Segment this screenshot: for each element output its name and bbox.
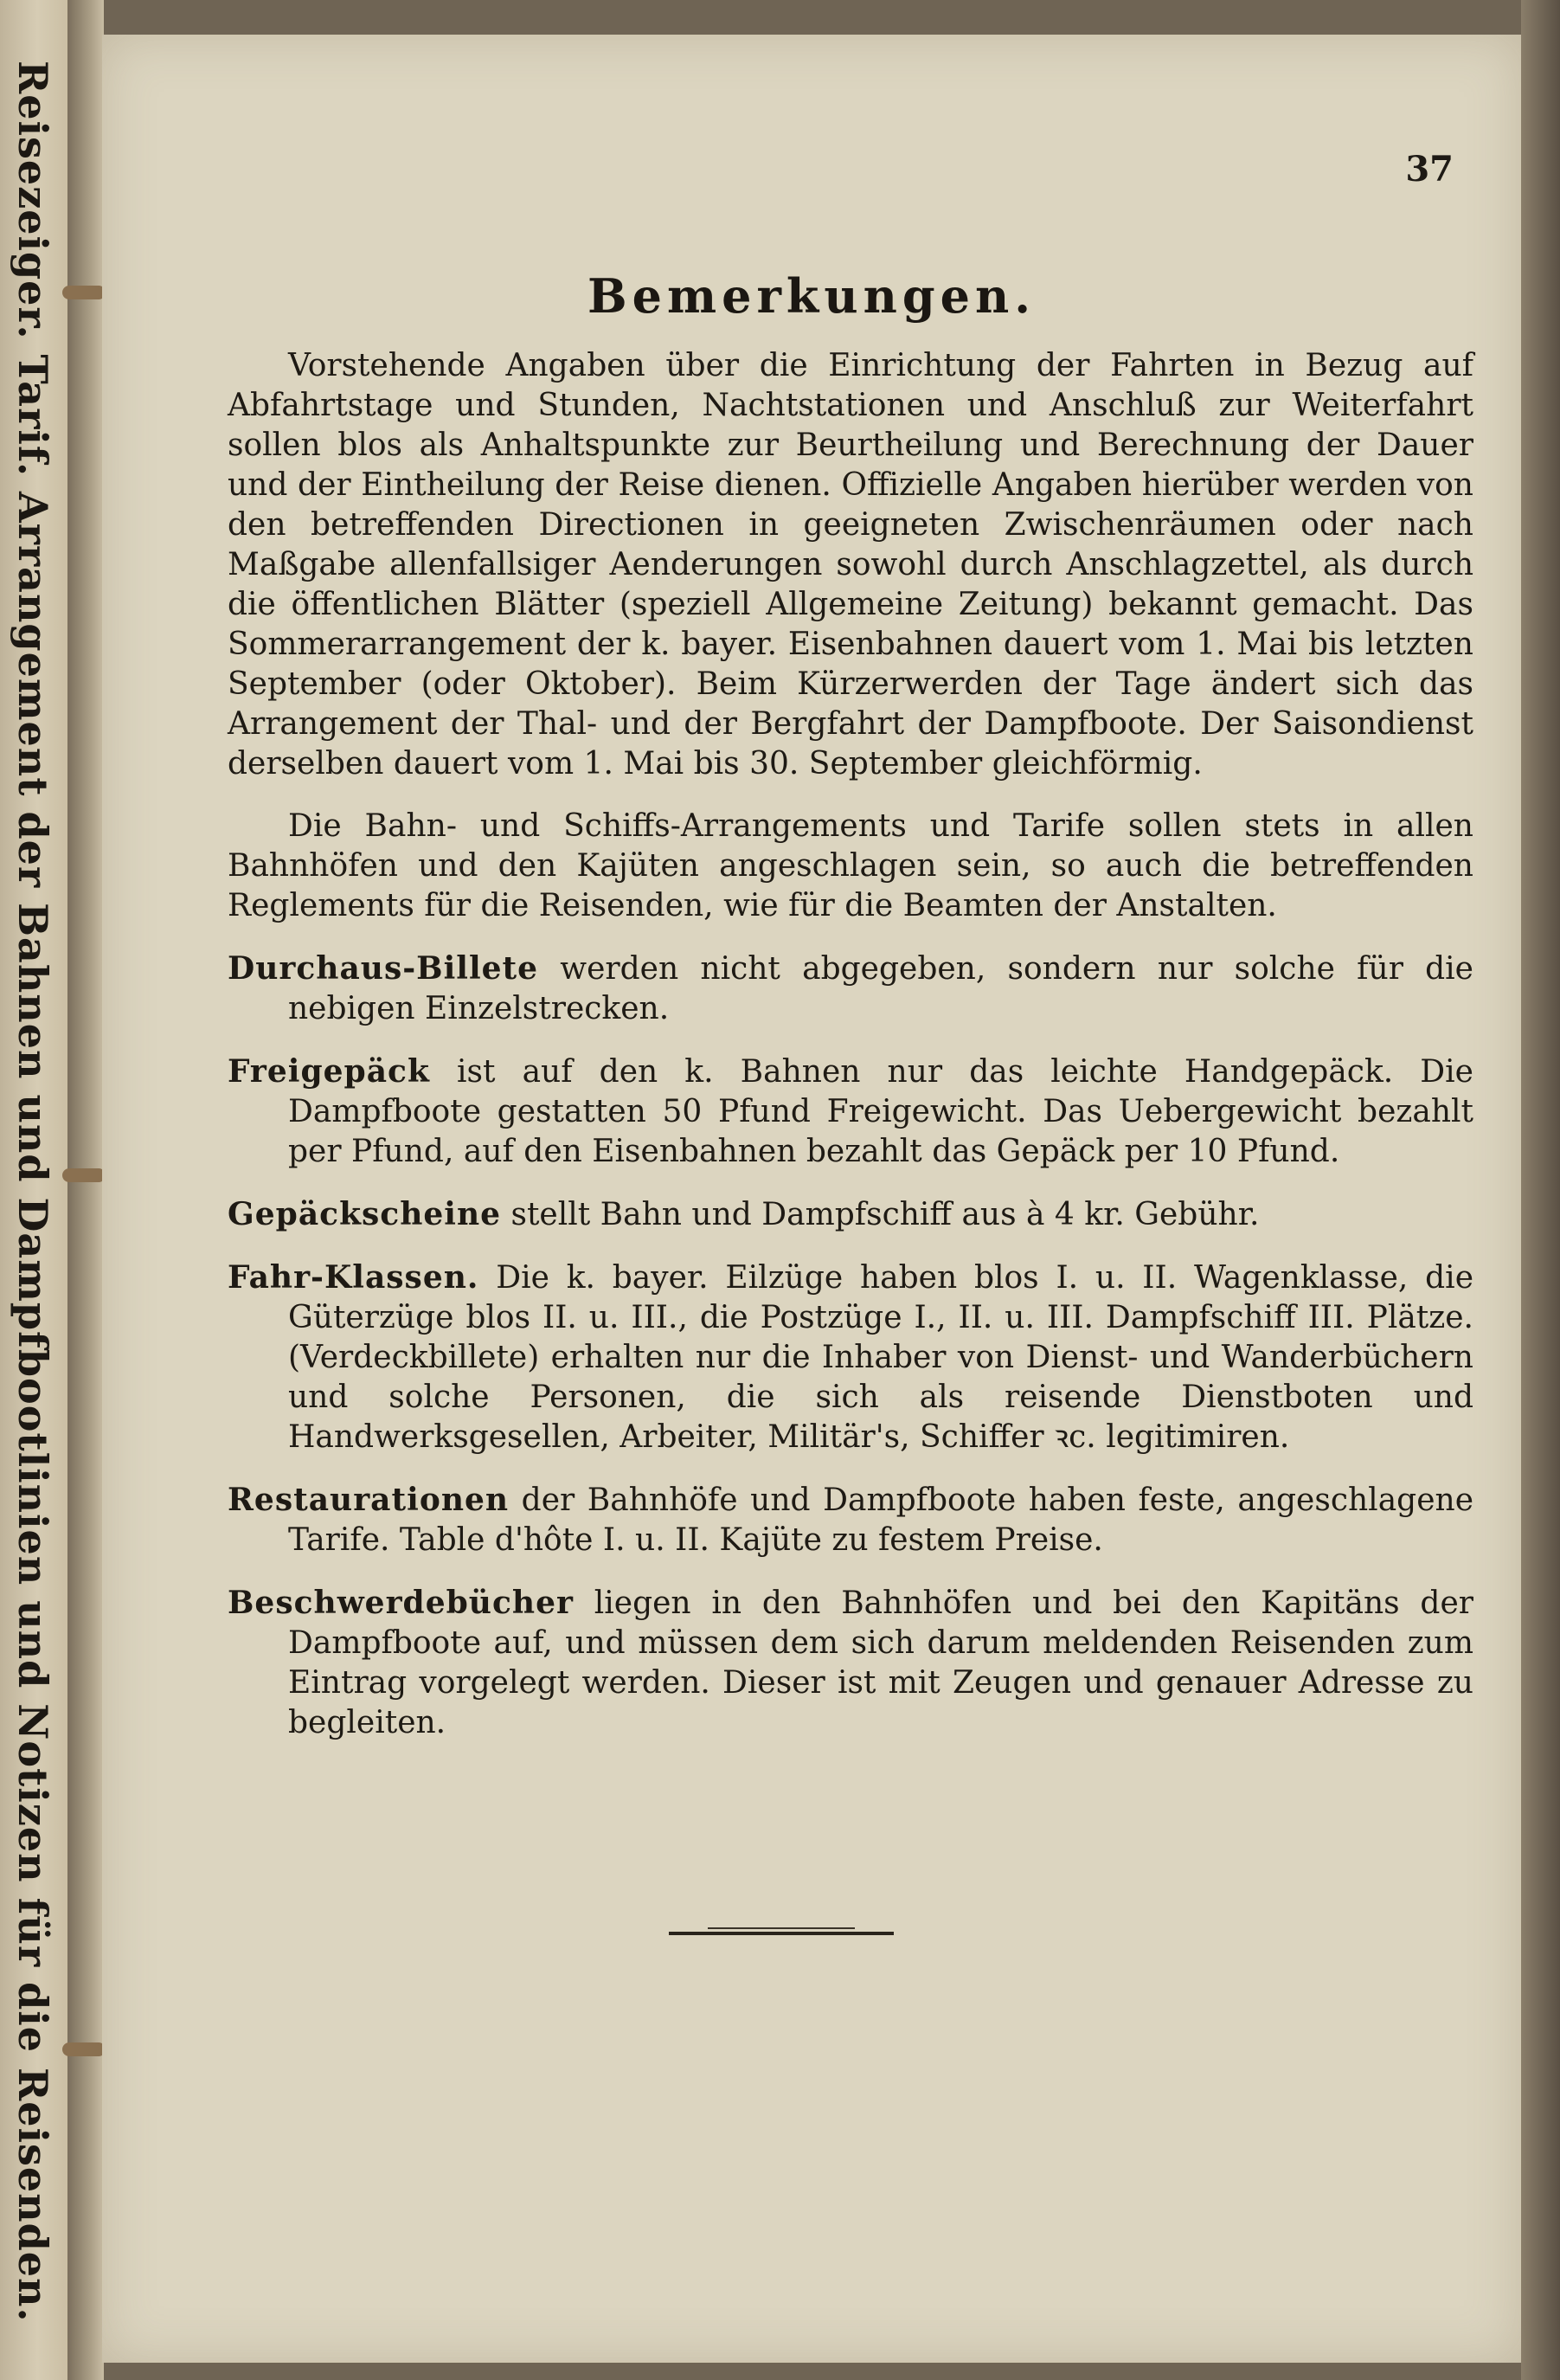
paragraph-restaurants: [228, 1480, 1473, 1560]
paragraph-term: Gepäckscheine: [228, 1196, 502, 1232]
paragraph-text: der Bahnhöfe und Dampfboote haben feste, angeschlagene Tarife. Table d'hôte I. u. II. Kajüte zu festem Preise.: [288, 1483, 1473, 1558]
page-number: 37: [1405, 149, 1454, 190]
paragraph-term: Durchaus-Billete: [228, 950, 539, 987]
paragraph-baggage-receipts: [228, 1194, 1473, 1235]
paragraph-text: werden nicht abgegeben, sondern nur solche für die nebigen Einzelstrecken.: [288, 951, 1473, 1026]
paragraph-tariffs-posted: [228, 807, 1473, 926]
paragraph-term: Beschwerdebücher: [228, 1585, 574, 1621]
paragraph-travel-classes: [228, 1258, 1473, 1457]
end-rule: [669, 1932, 894, 1935]
page-edge-shadow: [1521, 0, 1560, 2380]
paragraph-complaint-books: [228, 1583, 1473, 1743]
paragraph-text: Vorstehende Angaben über die Einrichtung der Fahrten in Bezug auf Abfahrtstage und Stunden, Nachtstationen und Anschluß zur Weiterfahrt sollen blos als Anhaltspunkte zur Beurtheilung und Berechnung der Dauer und der Eintheilung der Reise dienen. Offizielle Angaben hierüber werden von den betreffenden Directionen in geeigneten Zwischenräumen oder nach Maßgabe allenfallsiger Aenderungen sowohl durch Anschlagzettel, als durch die öffentlichen Blätter (speziell Allgemeine Zeitung) bekannt gemacht. Das Sommerarrangement der k. bayer. Eisenbahnen dauert vom 1. Mai bis letzten September (oder Oktober). Beim Kürzerwerden der Tage ändert sich das Arrangement der Thal- und der Bergfahrt der Dampfboote. Der Saisondienst derselben dauert vom 1. Mai bis 30. September gleichförmig.: [228, 348, 1473, 782]
page-body: [228, 346, 1473, 1766]
paragraph-text: ist auf den k. Bahnen nur das leichte Handgepäck. Die Dampfboote gestatten 50 Pfund Freigewicht. Das Uebergewicht bezahlt per Pfund, auf den Eisenbahnen bezahlt das Gepäck per 10 Pfund.: [288, 1054, 1473, 1169]
binding-thread-mark: [62, 1168, 106, 1182]
book-page: [102, 35, 1521, 2363]
adjacent-page-text: Reisezeiger. Tarif. Arrangement der Bahnen und Dampfbootlinien und Notizen für die Reisenden.: [10, 61, 56, 2323]
paragraph-text: liegen in den Bahnhöfen und bei den Kapitäns der Dampfboote auf, und müssen dem sich darum meldenden Reisenden zum Eintrag vorgelegt werden. Dieser ist mit Zeugen und genauer Adresse zu begleiten.: [288, 1586, 1473, 1740]
paragraph-text: stellt Bahn und Dampfschiff aus à 4 kr. Gebühr.: [510, 1197, 1260, 1232]
end-rule-thin: [708, 1927, 855, 1929]
paragraph-term: Fahr-Klassen.: [228, 1259, 479, 1296]
paragraph-term: Restaurationen: [228, 1482, 510, 1518]
binding-thread-mark: [62, 2042, 106, 2056]
paragraph-term: Freigepäck: [228, 1053, 430, 1090]
paragraph-free-baggage: [228, 1052, 1473, 1172]
paragraph-text: Die Bahn- und Schiffs-Arrangements und Tarife sollen stets in allen Bahnhöfen und den Kajüten angeschlagen sein, so auch die betreffenden Reglements für die Reisenden, wie für die Beamten der Anstalten.: [228, 808, 1473, 923]
adjacent-page-strip: [0, 0, 67, 2380]
paragraph-through-tickets: [228, 949, 1473, 1029]
binding-thread-mark: [62, 286, 106, 299]
paragraph-timetable-note: [228, 346, 1473, 784]
page-title: Bemerkungen.: [587, 268, 1037, 324]
book-gutter: [67, 0, 104, 2380]
paragraph-text: Die k. bayer. Eilzüge haben blos I. u. II. Wagenklasse, die Güterzüge blos II. u. III., die Postzüge I., II. u. III. Dampfschiff III. Plätze. (Verdeckbillete) erhalten nur die Inhaber von Dienst- und Wanderbüchern und solche Personen, die sich als reisende Dienstboten und Handwerksgesellen, Arbeiter, Militär's, Schiffer ꝛc. legitimiren.: [288, 1260, 1473, 1455]
